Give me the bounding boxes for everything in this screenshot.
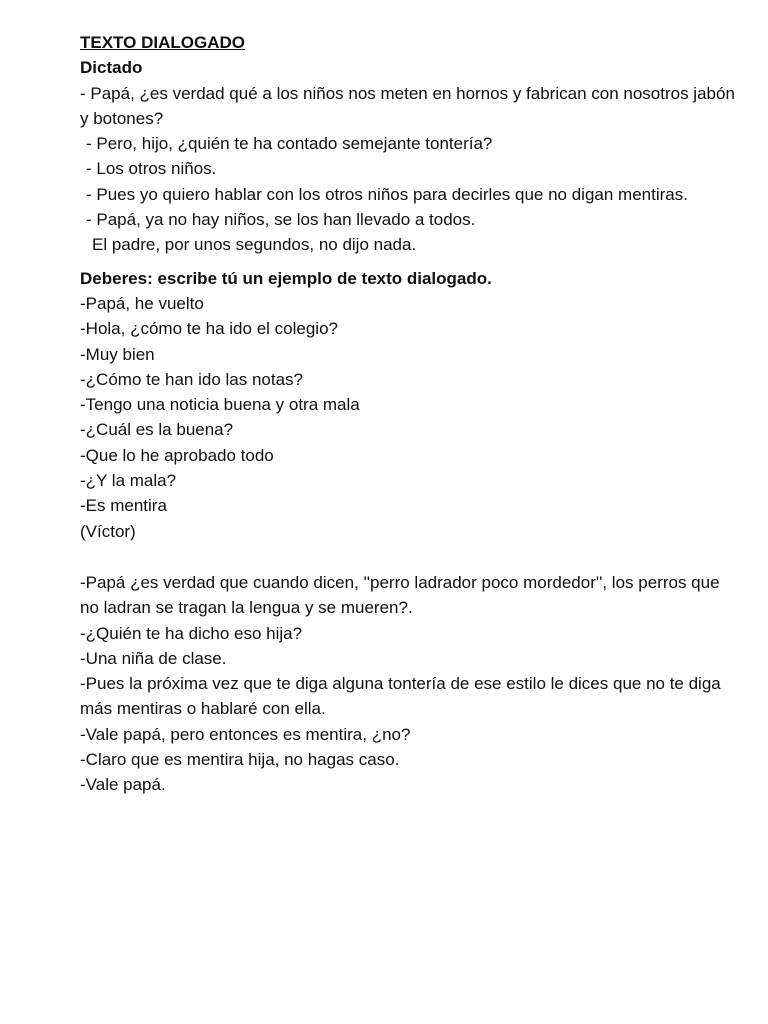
example1-line: -Es mentira xyxy=(80,496,167,516)
homework-heading: Deberes: escribe tú un ejemplo de texto dialogado. xyxy=(80,268,492,288)
example1-line: -Papá, he vuelto xyxy=(80,293,204,313)
dictation-closing-line: El padre, por unos segundos, no dijo nada. xyxy=(92,235,417,255)
dictation-line: - Pero, hijo, ¿quién te ha contado semejante tontería? xyxy=(86,134,493,154)
example2-line: -Claro que es mentira hija, no hagas caso. xyxy=(80,750,400,770)
example1-line: -¿Cuál es la buena? xyxy=(80,420,234,440)
example1-author: (Víctor) xyxy=(80,521,136,541)
example2-line: -Una niña de clase. xyxy=(80,648,227,668)
dictation-heading: Dictado xyxy=(80,58,143,78)
dictation-line xyxy=(80,182,740,207)
example2-line: -Papá ¿es verdad que cuando dicen, ''perro ladrador poco mordedor'', los perros que no ladran se tragan la lengua y se mueren?. xyxy=(80,572,725,618)
example2-line: -Pues la próxima vez que te diga alguna tontería de ese estilo le dices que no te diga más mentiras o hablaré con ella. xyxy=(80,674,726,719)
example2-line: -¿Quién te ha dicho eso hija? xyxy=(80,623,303,643)
dictation-line-text: - Pues yo quiero hablar con los otros niños para decirles que no digan mentiras. xyxy=(86,184,688,204)
document-title: TEXTO DIALOGADO xyxy=(80,33,245,52)
example1-line: -Hola, ¿cómo te ha ido el colegio? xyxy=(80,319,338,339)
example1-line: -¿Cómo te han ido las notas? xyxy=(80,369,304,389)
example1-line: -Muy bien xyxy=(80,344,155,364)
example1-line: -¿Y la mala? xyxy=(80,471,177,491)
example2-line: -Vale papá, pero entonces es mentira, ¿no? xyxy=(80,724,411,744)
example1-line: -Que lo he aprobado todo xyxy=(80,445,274,465)
dictation-line: - Los otros niños. xyxy=(86,159,217,179)
dictation-line: - Papá, ya no hay niños, se los han llevado a todos. xyxy=(86,210,476,230)
example1-line: -Tengo una noticia buena y otra mala xyxy=(80,395,360,415)
dictation-line: - Papá, ¿es verdad qué a los niños nos meten en hornos y fabrican con nosotros jabón y botones? xyxy=(80,83,740,128)
document-page xyxy=(80,30,740,798)
example2-line: -Vale papá. xyxy=(80,775,166,795)
